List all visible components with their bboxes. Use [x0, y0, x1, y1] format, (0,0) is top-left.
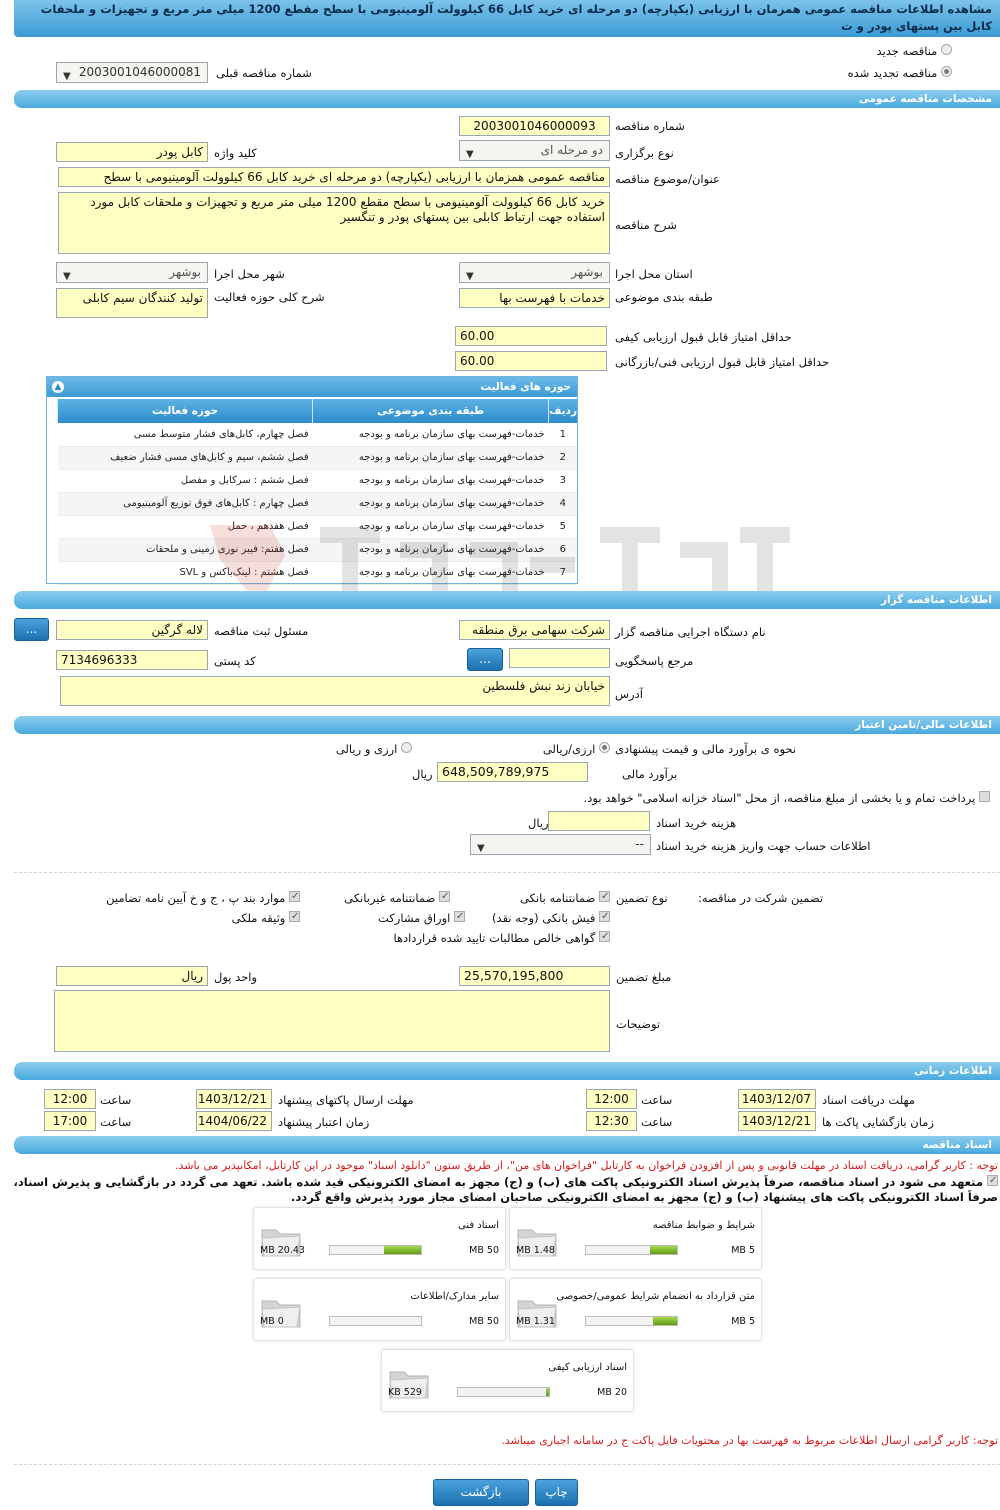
g-nonbank-option [344, 890, 450, 906]
row-category: خدمات-فهرست بهای سازمان برنامه و بودجه [313, 561, 549, 584]
document-max-size: 5 MB [731, 1245, 755, 1256]
notes-label: توضیحات [616, 1017, 661, 1031]
min-quality-label: حداقل امتیاز قابل قبول ارزیابی کیفی [615, 330, 792, 344]
commit-line-1: متعهد می شود در اسناد مناقصه، صرفاً پذیرش اسناد الکترونیکی پاکت های (ب) و (ج) مجهز به امضای الکترونیکی قید شده باشد. تعهد می گردد در بازگشایی و پذیرش اسناد، [13, 1175, 983, 1189]
open-label: زمان بازگشایی پاکت ها [822, 1115, 934, 1129]
open-time: 12:30 [586, 1111, 637, 1131]
org-field: شرکت سهامی برق منطقه [459, 620, 610, 640]
section-organizer: اطلاعات مناقصه گزار [14, 591, 1000, 609]
g-bank-checkbox [599, 891, 610, 902]
row-number: 5 [549, 515, 577, 538]
keyword-field: کابل پودر [56, 142, 208, 162]
document-progress-fill [384, 1246, 421, 1254]
commit-row-1 [0, 1175, 998, 1190]
prev-tender-value: 2003001046000081 [78, 65, 201, 79]
submit-date: 1403/12/21 [196, 1089, 272, 1109]
document-size: 20.43 MB [260, 1245, 305, 1256]
type-label: نوع برگزاری [615, 146, 674, 160]
ref-more-button[interactable]: ... [467, 648, 503, 671]
currency-field: ریال [56, 966, 208, 986]
g-property-label: وثیقه ملکی [231, 911, 286, 925]
divider [14, 1464, 1000, 1465]
province-value: بوشهر [571, 265, 603, 279]
row-field: فصل ششم : سرکابل و مفصل [58, 469, 313, 492]
row-field: فصل ششم، سیم و کابل‌های مسی فشار ضعیف [58, 446, 313, 469]
document-progress-bar [329, 1316, 422, 1326]
postal-label: کد پستی [214, 654, 256, 668]
g-property-checkbox [289, 911, 300, 922]
commit-line-2: صرفاً اسناد الکترونیکی پاکت های پیشنهاد (ب) و (ج) مجهز به امضای الکترونیکی صاحبان امضای مجاز مورد پذیرش واقع گردد. [291, 1190, 998, 1204]
new-tender-option[interactable] [877, 43, 952, 59]
document-size: 0 MB [260, 1316, 284, 1327]
address-label: آدرس [615, 687, 643, 701]
table-row [58, 446, 578, 469]
activities-panel [46, 376, 578, 584]
document-card[interactable] [253, 1278, 506, 1341]
desc-field: خرید کابل 66 کیلوولت آلومینیومی با سطح مقطع 1200 میلی متر مربع و تجهیزات و ملحقات کابل مورد استفاده جهت ارتباط کابلی بین پستهای پودر و تنگسیر [58, 192, 610, 254]
price-list-note: توجه: کاربر گرامی ارسال اطلاعات مربوط به فهرست بها در محتویات فایل پاکت ج در سامانه اجباری میباشد. [501, 1434, 998, 1447]
section-financial: اطلاعات مالی/تامین اعتبار [14, 716, 1000, 734]
validity-label: زمان اعتبار پیشنهاد [278, 1115, 370, 1129]
tender-no-label: شماره مناقصه [615, 119, 685, 133]
city-select[interactable] [56, 262, 208, 283]
subject-label: عنوان/موضوع مناقصه [615, 172, 720, 186]
section-general: مشخصات مناقصه عمومی [14, 90, 1000, 108]
desc-label: شرح مناقصه [615, 218, 677, 232]
document-size: 1.31 MB [516, 1316, 555, 1327]
row-number: 4 [549, 492, 577, 515]
activities-panel-header [47, 377, 577, 397]
opt-fx-rial-label: ارزی و ریالی [335, 742, 398, 756]
g-bonds-label: اوراق مشارکت [378, 911, 451, 925]
new-tender-label: مناقصه جدید [876, 44, 938, 58]
row-number: 6 [549, 538, 577, 561]
g-property-option [232, 910, 300, 926]
validity-time-label: ساعت [100, 1115, 132, 1129]
row-category: خدمات-فهرست بهای سازمان برنامه و بودجه [313, 423, 549, 446]
chevron-down-icon: ▼ [63, 271, 71, 282]
validity-time: 17:00 [44, 1111, 96, 1131]
doc-fee-label: هزینه خرید اسناد [656, 816, 737, 830]
estimate-field: 648,509,789,975 [437, 762, 588, 782]
document-card[interactable] [253, 1207, 506, 1270]
treasury-checkbox[interactable] [979, 791, 990, 802]
table-row [58, 515, 578, 538]
subject-field: مناقصه عمومی همزمان با ارزیابی (یکپارچه) دو مرحله ای خرید کابل 66 کیلوولت آلومینیومی با سطح [58, 167, 610, 187]
g-cash-option [492, 910, 610, 926]
treasury-text: پرداخت تمام و یا بخشی از مبلغ مناقصه، از محل "اسناد خزانه اسلامی" خواهد بود. [583, 791, 976, 805]
back-button[interactable]: بازگشت [433, 1479, 529, 1506]
row-field: فصل هفدهم ، حمل [58, 515, 313, 538]
category-field: خدمات با فهرست بها [459, 288, 610, 308]
account-value: -- [635, 837, 644, 851]
row-number: 1 [549, 423, 577, 446]
chevron-down-icon: ▼ [63, 71, 71, 82]
guarantee-amount-field: 25,570,195,800 [459, 966, 610, 986]
registrar-label: مسئول ثبت مناقصه [214, 624, 309, 638]
g-items-checkbox [289, 891, 300, 902]
collapse-icon[interactable]: ▲ [52, 381, 64, 393]
org-label: نام دستگاه اجرایی مناقصه گزار [615, 625, 766, 639]
document-max-size: 5 MB [731, 1316, 755, 1327]
document-card[interactable] [381, 1349, 634, 1412]
doc-fee-unit: ریال [528, 816, 549, 830]
account-select[interactable] [470, 834, 651, 855]
commit-checkbox [987, 1175, 998, 1186]
doc-fee-field [548, 811, 650, 831]
document-card[interactable] [509, 1207, 762, 1270]
renewed-tender-label: مناقصه تجدید شده [847, 66, 938, 80]
ref-label: مرجع پاسخگویی [615, 654, 694, 668]
g-bonds-checkbox [454, 911, 465, 922]
col-field-header: حوزه فعالیت [58, 399, 313, 423]
address-field: خیابان زند نبش فلسطین [60, 676, 610, 706]
col-row-header: ردیف [549, 399, 577, 423]
guarantee-type-label: نوع تضمین [616, 891, 668, 905]
row-number: 7 [549, 561, 577, 584]
document-max-size: 50 MB [469, 1245, 499, 1256]
g-nonbank-checkbox [439, 891, 450, 902]
row-category: خدمات-فهرست بهای سازمان برنامه و بودجه [313, 492, 549, 515]
document-progress-bar [457, 1387, 550, 1397]
province-label: استان محل اجرا [615, 267, 693, 281]
document-name: اسناد فنی [458, 1220, 499, 1231]
currency-label: واحد پول [214, 970, 258, 984]
g-bank-label: ضمانتنامه بانکی [519, 891, 596, 905]
prev-tender-label: شماره مناقصه قبلی [216, 66, 312, 80]
g-bonds-option [378, 910, 465, 926]
validity-date: 1404/06/22 [196, 1111, 272, 1131]
table-header-row [58, 399, 578, 423]
chevron-down-icon: ▼ [477, 843, 485, 854]
tender-no-field: 2003001046000093 [459, 116, 610, 136]
row-field: فصل چهارم، کابل‌های فشار متوسط مسی [58, 423, 313, 446]
open-time-label: ساعت [641, 1115, 673, 1129]
activities-title: حوزه های فعالیت [480, 381, 571, 393]
notes-field [54, 990, 610, 1052]
table-row [58, 561, 578, 584]
keyword-label: کلید واژه [214, 146, 257, 160]
document-progress-fill [650, 1246, 677, 1254]
g-items-label: موارد بند پ ، ج و خ آیین نامه تضامین [106, 891, 286, 905]
documents-note: توجه : کاربر گرامی، دریافت اسناد در مهلت قانونی و پس از افزودن فراخوان به کارتابل "فراخوان های من"، از طریق ستون "دانلود اسناد" موجود در این کارتابل، امکانپذیر می باشد. [174, 1159, 998, 1172]
document-name: اسناد ارزیابی کیفی [548, 1362, 627, 1373]
row-category: خدمات-فهرست بهای سازمان برنامه و بودجه [313, 538, 549, 561]
g-cash-label: فیش بانکی (وجه نقد) [492, 911, 596, 925]
g-claims-checkbox [599, 931, 610, 942]
guarantee-amount-label: مبلغ تضمین [616, 970, 672, 984]
row-number: 2 [549, 446, 577, 469]
opt-rial-radio[interactable] [599, 742, 610, 753]
g-claims-option [393, 930, 610, 946]
opt-rial-label: ارزی/ریالی [542, 742, 596, 756]
row-number: 3 [549, 469, 577, 492]
document-progress-bar [329, 1245, 422, 1255]
opt-rial-option[interactable] [543, 741, 610, 757]
row-category: خدمات-فهرست بهای سازمان برنامه و بودجه [313, 469, 549, 492]
ref-field [509, 648, 610, 668]
estimate-unit: ریال [412, 767, 433, 781]
page-title: مشاهده اطلاعات مناقصه عمومی همزمان با ارزیابی (یکپارچه) دو مرحله ای خرید کابل 66 کیلوولت آلومینیومی با سطح مقطع 1200 میلی متر مربع و تجهیزات و ملحقات کابل بین پستهای پودر و ت [14, 0, 1000, 37]
doc-receive-label: مهلت دریافت اسناد [822, 1093, 915, 1107]
city-value: بوشهر [169, 265, 201, 279]
table-row [58, 423, 578, 446]
renewed-tender-radio[interactable] [941, 66, 952, 77]
submit-time-label: ساعت [100, 1093, 132, 1107]
activities-table [57, 399, 577, 585]
city-label: شهر محل اجرا [214, 267, 285, 281]
section-timing: اطلاعات زمانی [14, 1062, 1000, 1080]
document-progress-fill [546, 1388, 549, 1396]
min-tech-field: 60.00 [455, 351, 607, 371]
doc-receive-date: 1403/12/07 [738, 1089, 816, 1109]
row-field: فصل هشتم : لینک‌باکس و SVL [58, 561, 313, 584]
guarantee-label: تضمین شرکت در مناقصه: [698, 891, 824, 905]
document-progress-fill [653, 1317, 677, 1325]
document-max-size: 20 MB [597, 1387, 627, 1398]
registrar-field: لاله گرگین [56, 620, 208, 640]
g-cash-checkbox [599, 911, 610, 922]
estimate-method-label: نحوه ی برآورد مالی و قیمت پیشنهادی [615, 742, 797, 756]
document-progress-bar [585, 1245, 678, 1255]
row-field: فصل هفتم: فیبر نوری زمینی و ملحقات [58, 538, 313, 561]
row-category: خدمات-فهرست بهای سازمان برنامه و بودجه [313, 446, 549, 469]
opt-fx-rial-option[interactable] [336, 741, 412, 757]
province-select[interactable] [459, 262, 610, 283]
document-max-size: 50 MB [469, 1316, 499, 1327]
doc-receive-time: 12:00 [586, 1089, 637, 1109]
document-card[interactable] [509, 1278, 762, 1341]
row-field: فصل چهارم : کابل‌های فوق توزیع آلومینیومی [58, 492, 313, 515]
prev-tender-select[interactable] [56, 62, 208, 83]
submit-time: 12:00 [44, 1089, 96, 1109]
g-nonbank-label: ضمانتنامه غیربانکی [344, 891, 436, 905]
min-quality-field: 60.00 [455, 326, 607, 346]
registrar-more-button[interactable]: ... [14, 618, 49, 641]
g-items-option [106, 890, 300, 906]
treasury-row[interactable] [584, 790, 990, 806]
document-name: شرایط و ضوابط مناقصه [652, 1220, 755, 1231]
chevron-down-icon: ▼ [466, 271, 474, 282]
submit-label: مهلت ارسال پاکتهای پیشنهاد [278, 1093, 414, 1107]
type-select[interactable] [459, 140, 610, 161]
activity-desc-label: شرح کلی حوزه فعالیت [214, 290, 325, 304]
document-name: متن قرارداد به انضمام شرایط عمومی/خصوصی [556, 1291, 755, 1302]
document-size: 529 KB [388, 1387, 422, 1398]
divider [14, 872, 1000, 873]
document-name: سایر مدارک/اطلاعات [410, 1291, 499, 1302]
table-row [58, 492, 578, 515]
new-tender-radio[interactable] [941, 44, 952, 55]
type-value: دو مرحله ای [540, 143, 603, 157]
section-documents: اسناد مناقصه [14, 1136, 1000, 1154]
table-row [58, 538, 578, 561]
open-date: 1403/12/21 [738, 1111, 816, 1131]
chevron-down-icon: ▼ [466, 149, 474, 160]
renewed-tender-option[interactable] [848, 65, 952, 81]
document-progress-bar [585, 1316, 678, 1326]
table-row [58, 469, 578, 492]
min-tech-label: حداقل امتیاز قابل قبول ارزیابی فنی/بازرگانی [615, 355, 830, 369]
col-category-header: طبقه بندی موضوعی [313, 399, 549, 423]
activity-desc-field: تولید کنندگان سیم کابلی [56, 288, 208, 318]
account-label: اطلاعات حساب جهت واریز هزینه خرید اسناد [656, 839, 871, 853]
document-size: 1.48 MB [516, 1245, 555, 1256]
estimate-label: برآورد مالی [622, 767, 678, 781]
g-bank-option [520, 890, 610, 906]
doc-receive-time-label: ساعت [641, 1093, 673, 1107]
postal-field: 7134696333 [56, 650, 208, 670]
print-button[interactable]: چاپ [535, 1479, 578, 1506]
opt-fx-rial-radio[interactable] [401, 742, 412, 753]
category-label: طبقه بندی موضوعی [615, 290, 713, 304]
g-claims-label: گواهی خالص مطالبات تایید شده قراردادها [393, 931, 596, 945]
row-category: خدمات-فهرست بهای سازمان برنامه و بودجه [313, 515, 549, 538]
